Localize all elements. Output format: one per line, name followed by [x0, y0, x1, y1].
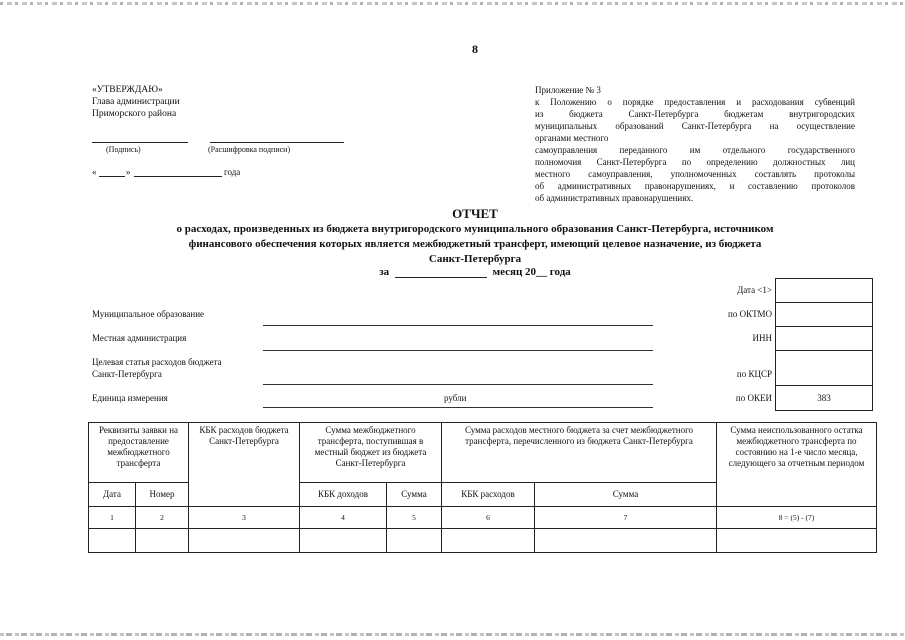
report-title-line2: финансового обеспечения которых является межбюджетный трансферт, имеющий целевое назначение, из бюджета	[188, 238, 762, 250]
column-number: 5	[387, 507, 442, 529]
decoding-label: (Расшифровка подписи)	[208, 145, 291, 154]
scan-edge-bottom	[0, 633, 905, 636]
approval-heading: «УТВЕРЖДАЮ»	[92, 85, 163, 95]
signature-line	[92, 142, 188, 143]
subheader-number: Номер	[136, 483, 189, 507]
administration-line	[263, 350, 653, 351]
approval-position: Глава администрации	[92, 97, 180, 107]
appendix-line: об административных правонарушениях.	[535, 193, 694, 203]
report-table	[88, 422, 877, 553]
subheader-sum: Сумма	[535, 483, 717, 507]
codes-divider	[776, 350, 872, 351]
target-article-label	[92, 356, 222, 380]
kcsr-label: по КЦСР	[736, 369, 772, 379]
appendix-line: к Положению о порядке предоставления и расходования субвенций	[535, 97, 855, 107]
administration-label: Местная администрация	[92, 333, 187, 343]
column-number: 2	[136, 507, 189, 529]
appendix-line: об административных правонарушениях, и составлению протоколов	[535, 181, 855, 191]
approval-date-open: «	[92, 167, 97, 177]
header-requisites: Реквизиты заявки на предоставление межбюджетного трансферта	[89, 423, 189, 483]
table-cell	[717, 529, 877, 553]
codes-divider	[776, 302, 872, 303]
table-cell	[535, 529, 717, 553]
table-cell	[189, 529, 300, 553]
date-month-line	[134, 176, 222, 177]
header-received: Сумма межбюджетного трансферта, поступившая в местный бюджет из бюджета Санкт-Петербурга	[300, 423, 442, 483]
inn-label: ИНН	[752, 333, 772, 343]
subheader-date: Дата	[89, 483, 136, 507]
report-title	[60, 206, 890, 266]
period-prefix: за	[379, 266, 390, 278]
approval-block	[92, 84, 180, 120]
subheader-kbk-expense: КБК расходов	[442, 483, 535, 507]
subheader-kbk-income: КБК доходов	[300, 483, 387, 507]
date-code-label: Дата <1>	[737, 285, 772, 295]
table-cell	[300, 529, 387, 553]
table-row	[89, 529, 877, 553]
appendix-line: местного самоуправления, уполномоченных составлять протоколы	[535, 169, 855, 179]
appendix-line: органами местного	[535, 133, 609, 143]
table-cell	[387, 529, 442, 553]
table-cell	[89, 529, 136, 553]
approval-year-word: года	[224, 167, 241, 177]
okei-label: по ОКЕИ	[735, 393, 772, 403]
column-number-row	[89, 507, 877, 529]
unit-value: рубли	[444, 393, 467, 403]
codes-divider	[776, 385, 872, 386]
signature-label: (Подпись)	[106, 145, 141, 154]
target-article-line1: Целевая статья расходов бюджета	[92, 357, 222, 367]
column-number: 6	[442, 507, 535, 529]
date-day-line	[99, 176, 125, 177]
scan-edge-top	[0, 2, 905, 5]
page-number: 8	[472, 42, 478, 56]
approval-date-close: »	[126, 167, 131, 177]
okei-value: 383	[817, 393, 831, 403]
appendix-line: полномочия Санкт-Петербурга по определению должностных лиц	[535, 157, 855, 167]
column-number: 3	[189, 507, 300, 529]
header-unused: Сумма неиспользованного остатка межбюджетного трансферта по состоянию на 1-е число месяца, следующего за отчетным периодом	[717, 423, 877, 507]
table-cell	[442, 529, 535, 553]
appendix-line: муниципальных образований Санкт-Петербурга на осуществление	[535, 121, 855, 131]
appendix-number: Приложение № 3	[535, 85, 601, 95]
target-article-line	[263, 384, 653, 385]
report-title-main: ОТЧЕТ	[452, 206, 498, 221]
municipality-label: Муниципальное образование	[92, 309, 205, 319]
approval-district: Приморского района	[92, 109, 177, 119]
municipality-line	[263, 325, 653, 326]
unit-label: Единица измерения	[92, 393, 168, 403]
target-article-line2: Санкт-Петербурга	[92, 369, 162, 379]
decoding-line	[210, 142, 344, 143]
subheader-sum: Сумма	[387, 483, 442, 507]
header-expenses: Сумма расходов местного бюджета за счет межбюджетного трансферта, перечисленного из бюджета Санкт-Петербурга	[442, 423, 717, 483]
column-number: 4	[300, 507, 387, 529]
column-number: 7	[535, 507, 717, 529]
header-kbk: КБК расходов бюджета Санкт-Петербурга	[189, 423, 300, 507]
appendix-line: самоуправления переданного им отдельного государственного	[535, 145, 855, 155]
period-blank	[395, 267, 487, 278]
column-number: 8 = (5) - (7)	[717, 507, 877, 529]
table-cell	[136, 529, 189, 553]
report-title-line1: о расходах, произведенных из бюджета внутригородского муниципального образования Санкт-Петербурга, источником	[176, 223, 774, 235]
column-number: 1	[89, 507, 136, 529]
unit-line	[263, 407, 653, 408]
appendix-line: из бюджета Санкт-Петербурга бюджетам внутригородских	[535, 109, 855, 119]
codes-box	[775, 278, 873, 411]
report-title-line3: Санкт-Петербурга	[428, 253, 522, 265]
report-period	[60, 266, 890, 278]
oktmo-label: по ОКТМО	[728, 309, 772, 319]
codes-divider	[776, 326, 872, 327]
appendix-block	[535, 84, 855, 204]
period-month: месяц 20__ года	[492, 266, 571, 278]
